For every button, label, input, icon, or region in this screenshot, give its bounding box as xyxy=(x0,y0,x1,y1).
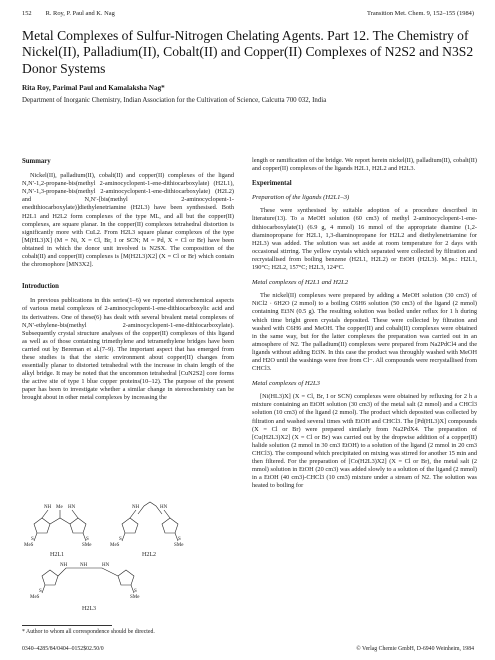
journal-citation: Transition Met. Chem. 9, 152–155 (1984) xyxy=(367,10,474,17)
nh-label: NH xyxy=(44,505,52,510)
sulfur-label: S xyxy=(178,537,181,542)
article-code: 0340–4285/84/0404–0152$02.50/0 xyxy=(22,646,104,652)
ligand-preparation-text: These were synthesised by suitable adoption of a procedure described in literature(13). To a MeOH solution (60 cm3) of methyl 2-aminocyclopent-1-ene-dithiocarboxylate(1) (6.9 g, 4 mmol) 16 mmol of the appropriate diamine (1,2-diaminopropane for H2L1, 1,3-diaminopropane for H2L2 and diethylenetriamine for H2L3) was added. The solution was set aside at room temperature for 2 days with occasional stirring. The yellow crystals which separated were collected by filtration and recrystallised from boiling benzene (H2L1, H2L2) or EtOH (H2L3). M.ps.: H2L1, 190°C; H2L2, 157°C; H2L3, 124°C. xyxy=(252,207,477,272)
cyclopentene-ring xyxy=(122,518,138,533)
ligand-preparation-heading: Preparation of the ligands (H2L1–3) xyxy=(252,194,350,202)
summary-heading: Summary xyxy=(22,158,51,165)
cyclopentene-ring xyxy=(118,570,134,585)
ligand-label-2: H2L2 xyxy=(142,552,156,558)
cyclopentene-ring xyxy=(42,570,58,585)
mes-label: MeS xyxy=(24,543,34,548)
metal-complexes-text-1: The nickel(II) complexes were prepared by adding a MeOH solution (30 cm3) of NiCl2 · 6H2O (2 mmol) to a boiling C6H6 solution (50 cm3) of the ligand (2 mmol) containing Et3N (0.5 g). The resulting solution was boiled under reflux for 1 h during which time bright green crystals deposited. These were collected by filtration and washed with C6H6 and MeOH. The copper(II) and cobalt(II) complexes were obtained in the same way, but for the latter complexes the preparation was carried out in an atmosphere of N2. The palladium(II) complexes were prepared from Na2PdCl4 and the ligands without adding Et3N. In this case the product was throughly washed with MeOH and H2O until the washings were free from Cl−. All compounds were recrystallised from CHCl3. xyxy=(252,292,477,373)
introduction-heading: Introduction xyxy=(22,283,59,291)
nh-label: NH xyxy=(60,563,68,568)
nh-label: NH xyxy=(132,505,140,510)
sulfur-label: S xyxy=(31,537,34,542)
mes-label: MeS xyxy=(30,595,40,600)
mes-label: MeS xyxy=(110,543,120,548)
right-column xyxy=(252,157,477,490)
metal-complexes-heading-1: Metal complexes of H2L1 and H2L2 xyxy=(252,279,349,287)
summary-text: Nickel(II), palladium(II), cobalt(II) and copper(II) complexes of the ligand N,N′-1,2-propane-bis(methyl 2-aminocyclopent-1-ene-dithiocarboxylate) (H2L1), N,N′-1,3-propane-bis(methyl 2-aminocyclopent-1-ene-dithiocarboxylate) (H2L2) and N,N′-[bis(methyl 2-aminocyclopent-1-enedithiocarboxylate)]diethylenetriamine (H2L3) have been synthesised. Both H2L1 and H2L2 form complexes of the type ML, and all but the copper(II) complexes, are square planar. In the copper(II) complexes tetrahedral distortion is significantly more with CuL2. From H2L3 square planar complexes of the type [M(HL3)X] (M = Ni, X = Cl, Br, I or SCN; M = Pd, X = Cl or Br) have been obtained in which the donor unit involved is N2SX. The composition of the cobalt(II) and copper(II) complexes is [M(H2L3)X2] (X = Cl or Br) which contain the chromophore [MN3X2]. xyxy=(22,172,234,269)
footnote-divider xyxy=(22,625,112,626)
ligand-label-1: H2L1 xyxy=(50,552,64,558)
page-footer xyxy=(22,646,474,652)
metal-complexes-heading-2: Metal complexes of H2L3 xyxy=(252,380,320,388)
cyclopentene-ring xyxy=(70,518,86,533)
author-list: Rita Roy, Parimal Paul and Kamalaksha Nag* xyxy=(22,84,165,92)
hn-label: HN xyxy=(160,505,168,510)
ligand-structures-figure xyxy=(22,496,234,616)
nh-label: NH xyxy=(80,563,88,568)
affiliation: Department of Inorganic Chemistry, Indian Association for the Cultivation of Science, Calcutta 700 032, India xyxy=(22,97,327,104)
hn-label: HN xyxy=(68,505,76,510)
article-title: Metal Complexes of Sulfur-Nitrogen Chelating Agents. Part 12. The Chemistry of Nickel(II), Palladium(II), Cobalt(II) and Copper(II) Complexes of N2S2 and N3S2 Donor Systems xyxy=(22,28,474,76)
metal-complexes-text-2: [Ni(HL3)X] (X = Cl, Br, I or SCN) complexes were obtained by refluxing for 2 h a mixture containing an EtOH solution (30 cm3) of the metal salt (2 mmol) and a CHCl3 solution (10 cm3) of the ligand (2 mmol). The product which deposited was collected by filtration and washed several times with EtOH and CHCl3. The [Pd(HL3)X] compounds (X = Cl or Br) were prepared similarly from Na2PdX4. The preparation of [Cu(H2L3)X2] (X = Cl or Br) was carried out by the dropwise addition of a copper(II) halide solution (2 mmol in 30 cm3 EtOH) to a solution of the ligand (2 mmol in 20 cm3 CHCl3). The compound which precipitated on mixing was stirred for another 15 min and then filtered. For the preparation of [Co(H2L3)X2] (X = Cl or Br), the metal salt (2 mmol) solution in EtOH (20 cm3) was added slowly to a solution of the ligand (2 mmol) in a EtOH (40 cm3)-CHCl3 (10 cm3) mixture under a stream of N2. The solution was heated to boiling for xyxy=(252,393,477,490)
hn-label: HN xyxy=(102,563,110,568)
sulfur-label: S xyxy=(86,537,89,542)
sme-label: SMe xyxy=(130,595,140,600)
left-column xyxy=(22,158,234,403)
sme-label: SMe xyxy=(174,543,184,548)
sulfur-label: S xyxy=(119,537,122,542)
running-authors: R. Roy, P. Paul and K. Nag xyxy=(45,10,115,17)
corresponding-author-footnote: * Author to whom all correspondence should be directed. xyxy=(22,629,155,635)
running-header xyxy=(22,10,474,17)
sulfur-label: S xyxy=(134,589,137,594)
sulfur-label: S xyxy=(39,589,42,594)
ligand-structures-svg xyxy=(22,496,234,616)
page-number: 152 xyxy=(22,10,32,17)
ligand-label-3: H2L3 xyxy=(82,606,96,612)
copyright-notice: © Verlag Chemie GmbH, D-6940 Weinheim, 1984 xyxy=(356,646,474,652)
cyclopentene-ring xyxy=(34,518,50,533)
sme-label: SMe xyxy=(82,543,92,548)
introduction-continuation: length or ramification of the bridge. We report herein nickel(II), palladium(II), cobalt(II) and copper(II) complexes of the ligands H2L1, H2L2 and H2L3. xyxy=(252,157,477,173)
experimental-heading: Experimental xyxy=(252,180,292,188)
introduction-text: In previous publications in this series(1–6) we reported stereochemical aspects of various metal complexes of 2-aminocyclopent-1-ene-dithiocarboxylic acid and its derivatives. One of these(6) has dealt with several bivalent metal complexes of N,N′-ethylene-bis(methyl 2-aminocyclopent-1-ene-dithiocarboxylate). Subsequently crystal structure analyses of the copper(II) complexes of this ligand as well as of those containing trimethylene and tetramethylene bridges have been carried out by Bereman et al.(7–9). The important aspect that has emerged from these studies is that the steric environment about copper(II) changes from essentially planar to distorted tetrahedral with the increase in chain length of the alkyl bridge. It may be noted that the uncommon tetrahedral [CuN2S2] core forms the active site of type 1 blue copper proteins(10–12). The purpose of the present paper has been to investigate whether a similar change in stereochemistry can be brought about in other metal complexes by increasing the xyxy=(22,297,234,402)
methyl-label: Me xyxy=(56,505,63,510)
cyclopentene-ring xyxy=(162,518,178,533)
